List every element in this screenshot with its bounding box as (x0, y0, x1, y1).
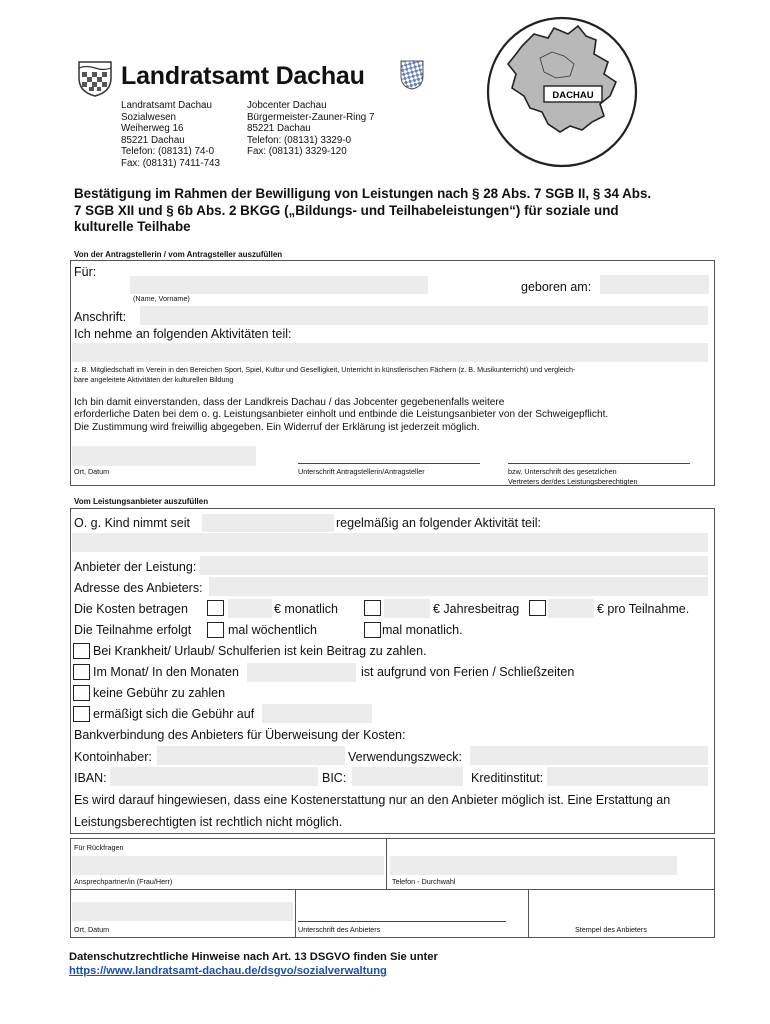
provider-address-field[interactable] (209, 577, 708, 596)
months-field[interactable] (247, 663, 356, 682)
name-hint: (Name, Vorname) (133, 294, 190, 303)
birthdate-field[interactable] (600, 275, 709, 294)
monthly-count-label: mal monatlich. (382, 623, 463, 637)
address-line: Telefon: (08131) 74-0 (121, 146, 215, 158)
map-label: DACHAU (552, 90, 594, 101)
iban-label: IBAN: (74, 771, 107, 785)
address-line: Landratsamt Dachau (121, 100, 212, 111)
sickness-checkbox[interactable] (73, 643, 90, 659)
reduced-fee-field[interactable] (262, 704, 372, 723)
bank-heading: Bankverbindung des Anbieters für Überweisung der Kosten: (74, 728, 406, 742)
per-session-label: € pro Teilnahme. (597, 602, 690, 616)
privacy-link[interactable]: https://www.landratsamt-dachau.de/dsgvo/sozialverwaltung (69, 965, 387, 977)
weekly-count-box[interactable] (207, 622, 224, 638)
bic-field[interactable] (352, 767, 463, 786)
guardian-label-line: Vertreters der/des Leistungsberechtigten (508, 477, 638, 487)
provider-stamp-label: Stempel des Anbieters (575, 925, 647, 934)
provider-address-label: Adresse des Anbieters: (74, 581, 203, 595)
table-divider (386, 838, 387, 889)
phone-field[interactable] (390, 856, 677, 875)
monthly-amount-field[interactable] (228, 599, 272, 618)
since-field[interactable] (202, 514, 334, 532)
address-field[interactable] (140, 306, 708, 325)
account-holder-label: Kontoinhaber: (74, 750, 152, 764)
kind-label: O. g. Kind nimmt seit (74, 516, 191, 530)
months-label: Im Monat/ In den Monaten (93, 665, 239, 679)
applicant-signature-label: Unterschrift Antragstellerin/Antragsteller (298, 467, 425, 476)
reduced-fee-label: ermäßigt sich die Gebühr auf (93, 707, 255, 721)
yearly-amount-field[interactable] (384, 599, 430, 618)
monthly-count-box[interactable] (364, 622, 381, 638)
contact-table (70, 838, 715, 938)
geboren-label: geboren am: (521, 280, 592, 294)
title-line: kulturelle Teilhabe (74, 219, 191, 235)
jobcenter-address (247, 100, 374, 158)
yearly-checkbox[interactable] (364, 600, 381, 616)
contact-person-label: Ansprechpartner/in (Frau/Herr) (74, 877, 173, 886)
anschrift-label: Anschrift: (74, 310, 127, 324)
weekly-label: mal wöchentlich (228, 623, 317, 637)
monthly-checkbox[interactable] (207, 600, 224, 616)
sozialwesen-address (121, 100, 220, 170)
provider-signature-line (298, 921, 506, 922)
district-map-icon (482, 12, 642, 170)
address-line: Sozialwesen (121, 111, 177, 123)
address-line: 85221 Dachau (121, 134, 185, 146)
guardian-signature-line (508, 463, 690, 464)
place-date-field[interactable] (72, 446, 256, 466)
guardian-label-line: bzw. Unterschrift des gesetzlichen (508, 467, 617, 476)
contact-person-field[interactable] (72, 856, 384, 875)
fuer-label: Für: (74, 265, 97, 279)
account-holder-field[interactable] (157, 746, 345, 765)
table-divider (295, 889, 296, 938)
reduced-fee-checkbox[interactable] (73, 706, 90, 722)
provider-place-date-label: Ort, Datum (74, 925, 110, 934)
yearly-label: € Jahresbeitrag (433, 602, 520, 616)
guardian-signature-label (508, 467, 637, 487)
privacy-notice: Datenschutzrechtliche Hinweise nach Art. 13 DSGVO finden Sie unter (69, 951, 438, 963)
table-divider (70, 889, 715, 890)
applicant-signature-line (298, 463, 480, 464)
provider-label: Anbieter der Leistung: (74, 560, 197, 574)
bic-label: BIC: (322, 771, 347, 785)
address-line: Jobcenter Dachau (247, 100, 327, 111)
consent-line: Die Zustimmung wird freiwillig abgegeben. Ein Widerruf der Erklärung ist jederzeit möglich. (74, 421, 480, 433)
activity-example (74, 365, 575, 384)
example-line: bare angeleitete Aktivitäten der kulturellen Bildung (74, 374, 234, 384)
activities-label: Ich nehme an folgenden Aktivitäten teil: (74, 327, 292, 341)
coat-of-arms-icon (76, 58, 114, 98)
no-fee-label: keine Gebühr zu zahlen (93, 686, 226, 700)
section2-heading: Vom Leistungsanbieter auszufüllen (74, 497, 209, 506)
iban-field[interactable] (110, 767, 318, 786)
address-line: Bürgermeister-Zauner-Ring 7 (247, 111, 375, 123)
provider-place-date-field[interactable] (72, 902, 293, 921)
bavaria-shield-icon (400, 60, 424, 90)
place-date-label: Ort, Datum (74, 467, 110, 476)
phone-label: Telefon - Durchwahl (392, 877, 456, 886)
reference-field[interactable] (470, 746, 708, 765)
address-line: 85221 Dachau (247, 123, 311, 135)
regular-label: regelmäßig an folgender Aktivität teil: (336, 516, 541, 530)
refund-notice-line1: Es wird darauf hingewiesen, dass eine Kostenerstattung nur an den Anbieter möglich ist. Eine Erstattung an (74, 793, 671, 807)
provider-signature-label: Unterschrift des Anbieters (298, 925, 381, 934)
frequency-label: Die Teilnahme erfolgt (74, 623, 192, 637)
reference-label: Verwendungszweck: (348, 750, 462, 764)
per-session-checkbox[interactable] (529, 600, 546, 616)
refund-notice-line2: Leistungsberechtigten ist rechtlich nicht möglich. (74, 815, 343, 829)
title-line: 7 SGB XII und § 6b Abs. 2 BKGG („Bildungs- und Teilhabeleistungen“) für soziale und (74, 202, 619, 218)
address-line: Weiherweg 16 (121, 123, 184, 135)
org-name: Landratsamt Dachau (121, 62, 365, 90)
holiday-label: ist aufgrund von Ferien / Schließzeiten (361, 665, 575, 679)
monthly-label: € monatlich (274, 602, 338, 616)
title-line: Bestätigung im Rahmen der Bewilligung von Leistungen nach § 28 Abs. 7 SGB II, § 34 Abs. (74, 186, 652, 201)
per-session-amount-field[interactable] (548, 599, 594, 618)
table-divider (528, 889, 529, 938)
sickness-label: Bei Krankheit/ Urlaub/ Schulferien ist kein Beitrag zu zahlen. (93, 644, 427, 658)
costs-label: Die Kosten betragen (74, 602, 188, 616)
consent-line: erforderliche Daten bei dem o. g. Leistungsanbieter einholt und entbinde die Leistungsanbieter von der Schweigepflicht. (74, 409, 609, 421)
bank-field[interactable] (547, 767, 708, 786)
months-checkbox[interactable] (73, 664, 90, 680)
address-line: Fax: (08131) 7411-743 (121, 157, 220, 169)
bank-label: Kreditinstitut: (471, 771, 544, 785)
example-line: z. B. Mitgliedschaft im Verein in den Bereichen Sport, Spiel, Kultur und Geselligkeit, Unterricht in künstlerischen Fächern (z. B. Musikunterricht) und vergleich- (74, 365, 576, 374)
form-title (74, 186, 651, 236)
activity-field[interactable] (72, 533, 708, 552)
consent-line: Ich bin damit einverstanden, dass der Landkreis Dachau / das Jobcenter gegebenenfalls weitere (74, 397, 505, 408)
address-line: Telefon: (08131) 3329-0 (247, 134, 352, 146)
provider-field[interactable] (200, 556, 708, 575)
consent-text (74, 397, 608, 434)
activities-field[interactable] (72, 343, 708, 362)
address-line: Fax: (08131) 3329-120 (247, 146, 347, 158)
section1-heading: Von der Antragstellerin / vom Antragsteller auszufüllen (74, 250, 283, 259)
no-fee-checkbox[interactable] (73, 685, 90, 701)
queries-label: Für Rückfragen (74, 843, 124, 852)
name-field[interactable] (130, 276, 428, 294)
